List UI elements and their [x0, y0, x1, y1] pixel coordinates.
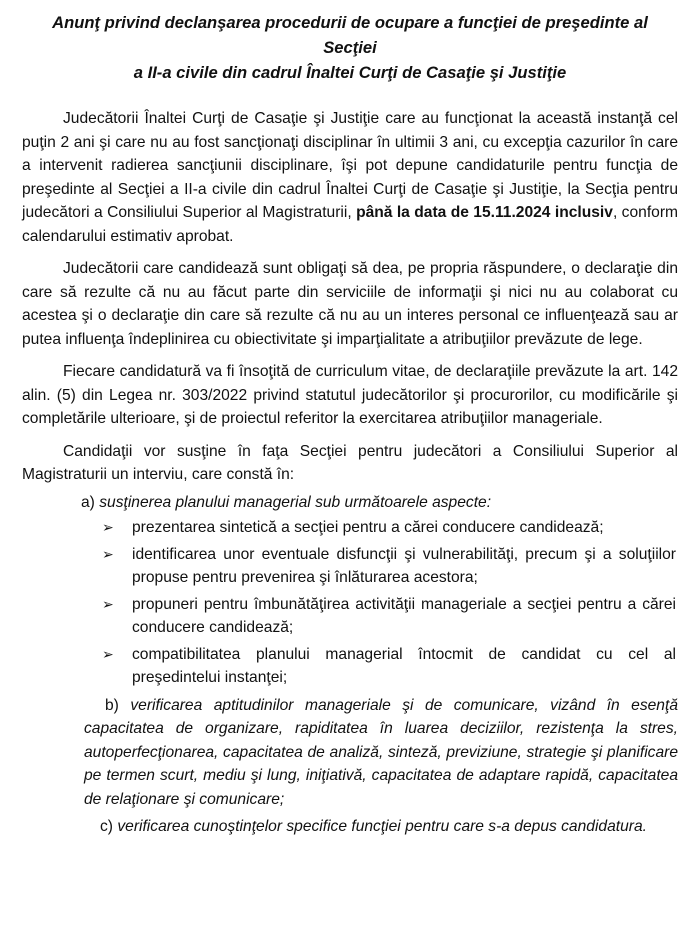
- interview-item-a: [22, 491, 678, 515]
- paragraph-eligibility: [22, 107, 678, 248]
- list-item: ➢ identificarea unor eventuale disfuncţii şi vulnerabilităţi, precum şi a soluţiilor propuse pentru prevenirea şi înlăturarea acestora;: [22, 543, 678, 590]
- list-item: ➢ compatibilitatea planului managerial întocmit de candidat cu cel al preşedintelui instanţei;: [22, 643, 678, 690]
- interview-item-b: [22, 694, 678, 812]
- item-a-marker: a): [81, 493, 95, 511]
- paragraph-interview: Candidaţii vor susţine în faţa Secţiei pentru judecători a Consiliului Superior al Magistraturii un interviu, care constă în:: [22, 442, 678, 483]
- arrow-bullet-icon: ➢: [102, 645, 114, 662]
- item-b-marker: b): [105, 696, 119, 714]
- list-item: ➢ prezentarea sintetică a secţiei pentru a cărei conducere candidează;: [22, 516, 678, 540]
- eligibility-text-end: , conform calendarului estimativ aprobat.: [22, 204, 679, 245]
- arrow-bullet-icon: ➢: [102, 545, 114, 562]
- paragraph-documents: Fiecare candidatură va fi însoţită de curriculum vitae, de declaraţiile prevăzute la art. 142 alin. (5) din Legea nr. 303/2022 privind statutul judecătorilor şi procurorilor, cu modificările şi completările ulterioare, şi de proiectul referitor la exercitarea atribuţiilor manageriale.: [22, 363, 678, 427]
- interview-item-c: [22, 815, 678, 839]
- item-b-text: verificarea aptitudinilor manageriale şi de comunicare, vizând în esenţă capacitatea de organizare, rapiditatea în luarea deciziilor, rezistenţa la stres, autoperfecţionarea, capacitatea de analiză, sinteză, previziune, strategie şi planificare pe termen scurt, mediu şi lung, iniţiativă, capacitatea de adaptare rapidă, capacitatea de relaţionare şi comunicare;: [84, 696, 678, 808]
- item-a-text: susţinerea planului managerial sub următoarele aspecte:: [99, 493, 492, 511]
- arrow-bullet-icon: ➢: [102, 595, 114, 612]
- title-line-1: Anunţ privind declanşarea procedurii de ocupare a funcţiei de preşedinte al Secţiei: [52, 13, 648, 57]
- eligibility-text: Judecătorii Înaltei Curţi de Casaţie şi Justiţie care au funcţionat la această instanţă cel puţin 2 ani şi care nu au fost sancţionaţi disciplinar în ultimii 3 ani, cu excepţia cazurilor în care a intervenit radierea sancţiunii disciplinare, îşi pot depune candidaturile pentru funcţia de preşedinte al Secţiei a II-a civile din cadrul Înaltei Curţi de Casaţie şi Justiţie, la Secţia pentru judecători a Consiliului Superior al Magistraturii,: [22, 110, 678, 221]
- title-line-2: a II-a civile din cadrul Înaltei Curţi de Casaţie şi Justiţie: [133, 63, 567, 82]
- announcement-title: [30, 10, 670, 85]
- deadline-text: până la data de 15.11.2024 inclusiv: [356, 204, 613, 221]
- item-c-text: verificarea cunoştinţelor specifice funcţiei pentru care s-a depus candidatura.: [117, 818, 647, 835]
- item-c-marker: c): [100, 818, 113, 835]
- list-item: ➢ propuneri pentru îmbunătăţirea activităţii manageriale a secţiei pentru a cărei conducere candidează;: [22, 593, 678, 640]
- arrow-bullet-icon: ➢: [102, 519, 114, 535]
- paragraph-declarations: Judecătorii care candidează sunt obligaţi să dea, pe propria răspundere, o declaraţie din care să rezulte că nu au făcut parte din serviciile de informaţii şi nici nu au colaborat cu acestea şi o declaraţie din care să rezulte că nu au un interes personal ce influenţează sau ar putea influenţa îndeplinirea cu obiectivitate şi imparţialitate a atribuţiilor prevăzute de lege.: [22, 260, 678, 348]
- managerial-plan-list: [22, 516, 678, 690]
